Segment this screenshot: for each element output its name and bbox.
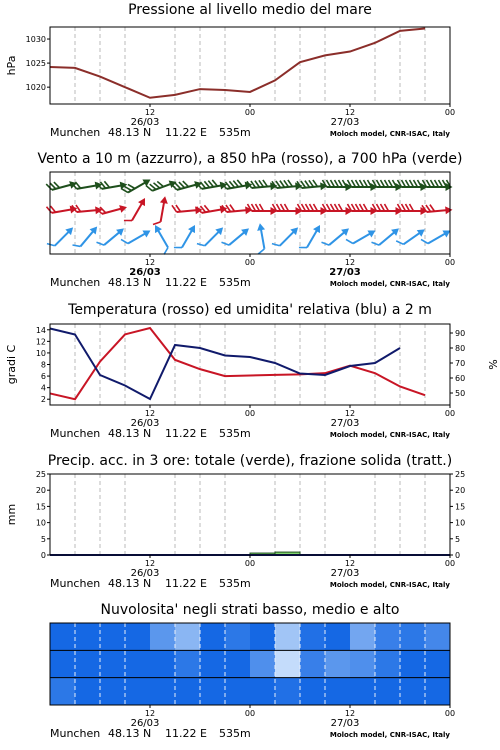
wind-barb	[396, 224, 427, 250]
wind-feather	[335, 180, 339, 187]
y-tick-label: 25	[35, 470, 46, 479]
wind-feather	[331, 204, 335, 211]
y-tick-label: 10	[35, 518, 46, 528]
location-lon: 11.22 E	[165, 727, 207, 740]
cloud-cell	[225, 623, 251, 651]
cloud-cell	[225, 678, 251, 706]
panel-temp	[5, 302, 499, 440]
wind-barb	[372, 223, 402, 251]
cloud-cell	[300, 678, 326, 706]
wind-feather	[331, 180, 335, 187]
location-alt: 535m	[219, 427, 251, 440]
wind-feather	[197, 241, 205, 249]
panel-precip	[5, 453, 465, 590]
time-tick-label: 00	[244, 559, 256, 568]
cloud-cell	[350, 650, 376, 678]
wind-feather	[352, 204, 356, 211]
cloud-cell	[325, 650, 351, 678]
wind-shaft	[307, 228, 318, 247]
wind-barb	[97, 178, 128, 194]
cloud-cell	[375, 650, 401, 678]
credit-label: Moloch model, CNR-ISAC, Italy	[329, 581, 450, 589]
location-city: Munchen	[50, 276, 101, 289]
wind-barb	[197, 222, 226, 251]
wind-feather	[377, 204, 381, 211]
cloud-cell	[275, 623, 301, 651]
wind-feather	[258, 249, 266, 254]
cloud-cell	[175, 623, 201, 651]
wind-feather	[310, 204, 314, 211]
wind-feather	[302, 204, 306, 211]
time-tick-label: 12	[144, 559, 156, 568]
y-tick-label: 1030	[25, 35, 46, 45]
location-lon: 11.22 E	[165, 126, 207, 139]
wind-shaft	[353, 233, 372, 244]
wind-barb	[272, 222, 301, 251]
y-tick-label: 4	[40, 383, 46, 393]
wind-shaft	[403, 232, 421, 245]
wind-feather	[360, 180, 364, 187]
location-city: Munchen	[50, 727, 101, 740]
wind-feather	[72, 242, 80, 250]
wind-barb	[253, 223, 269, 254]
cloud-cell	[200, 623, 226, 651]
location-lat: 48.13 N	[108, 427, 152, 440]
date-label: 26/03	[129, 267, 161, 278]
wind-shaft	[128, 233, 147, 244]
wind-feather	[389, 180, 393, 187]
wind-feather	[335, 204, 339, 211]
location-alt: 535m	[219, 577, 251, 590]
cloud-cell	[100, 623, 126, 651]
wind-feather	[47, 241, 55, 249]
wind-feather	[277, 204, 281, 211]
panel-wind	[37, 151, 462, 289]
wind-barb	[247, 179, 278, 193]
wind-barb	[422, 203, 453, 217]
wind-shaft	[182, 228, 193, 247]
wind-feather	[385, 180, 389, 187]
wind-barb	[421, 224, 452, 249]
time-tick-label: 12	[144, 409, 156, 418]
wind-feather	[414, 180, 418, 187]
location-lat: 48.13 N	[108, 126, 152, 139]
wind-feather	[402, 204, 406, 211]
wind-barb	[121, 224, 152, 249]
wind-feather	[364, 180, 368, 187]
cloud-cell	[100, 678, 126, 706]
location-city: Munchen	[50, 577, 101, 590]
time-tick-label: 12	[344, 709, 356, 718]
cloud-cell	[200, 650, 226, 678]
wind-feather	[153, 221, 161, 226]
y-right-tick-label: 15	[455, 502, 466, 512]
wind-shaft	[205, 230, 221, 246]
wind-feather	[360, 204, 364, 211]
wind-feather	[356, 204, 360, 211]
wind-barb	[222, 223, 252, 251]
wind-feather	[402, 180, 406, 187]
location-city: Munchen	[50, 126, 101, 139]
wind-shaft	[104, 231, 121, 245]
time-tick-label: 00	[444, 559, 456, 568]
wind-feather	[314, 204, 318, 211]
cloud-cell	[100, 650, 126, 678]
cloud-cell	[50, 623, 76, 651]
time-tick-label: 00	[244, 108, 256, 117]
cloud-cell	[75, 678, 101, 706]
pressure-line	[50, 28, 425, 97]
wind-feather	[322, 240, 330, 248]
y-tick-label: 15	[35, 502, 46, 512]
wind-barb	[149, 223, 174, 254]
y-axis-label: mm	[5, 503, 18, 526]
y-right-tick-label: 20	[455, 486, 466, 496]
wind-shaft	[55, 230, 71, 246]
y-tick-label: 12	[35, 337, 46, 347]
wind-barb	[124, 195, 149, 226]
wind-arrowhead	[188, 223, 198, 233]
wind-shaft	[428, 233, 447, 244]
date-label: 26/03	[130, 568, 160, 579]
cloud-cell	[50, 650, 76, 678]
wind-barb	[121, 173, 152, 198]
wind-arrowhead	[142, 227, 152, 237]
cloud-cell	[250, 678, 276, 706]
time-tick-label: 00	[444, 258, 456, 267]
wind-arrowhead	[256, 223, 265, 231]
cloud-cell	[300, 623, 326, 651]
wind-barb	[174, 222, 199, 253]
wind-barb	[47, 202, 78, 218]
cloud-cell	[325, 678, 351, 706]
wind-feather	[281, 204, 285, 211]
cloud-cell	[125, 650, 151, 678]
cloud-cell	[375, 678, 401, 706]
cloud-cell	[150, 678, 176, 706]
cloud-cell	[350, 678, 376, 706]
y-right-tick-label: 25	[455, 470, 466, 479]
panel-title: Precip. acc. in 3 ore: totale (verde), frazione solida (tratt.)	[47, 453, 453, 469]
wind-feather	[410, 204, 414, 211]
wind-feather	[121, 237, 128, 245]
wind-arrowhead	[442, 227, 452, 237]
y-right-tick-label: 0	[455, 551, 461, 560]
wind-arrowhead	[160, 196, 169, 204]
cloud-cell	[50, 678, 76, 706]
wind-feather	[356, 180, 360, 187]
panel-title: Pressione al livello medio del mare	[128, 2, 372, 18]
wind-feather	[327, 204, 331, 211]
wind-barb	[47, 222, 76, 251]
time-tick-label: 12	[344, 108, 356, 117]
wind-barb	[222, 178, 253, 194]
cloud-cell	[325, 623, 351, 651]
y-tick-label: 5	[40, 534, 46, 544]
cloud-cell	[125, 678, 151, 706]
y-tick-label: 20	[35, 486, 46, 496]
cloud-cell	[150, 650, 176, 678]
wind-shaft	[80, 230, 94, 247]
y-right-tick-label: 90	[455, 329, 466, 338]
panel-cloud	[50, 602, 455, 740]
cloud-cell	[400, 678, 426, 706]
time-tick-label: 00	[444, 108, 456, 117]
y-right-tick-label: 10	[455, 518, 466, 528]
cloud-cell	[300, 650, 326, 678]
cloud-cell	[250, 623, 276, 651]
wind-shaft	[229, 231, 246, 245]
wind-barb	[97, 223, 127, 251]
y-right-tick-label: 80	[455, 344, 466, 353]
wind-feather	[252, 204, 256, 211]
wind-shaft	[132, 201, 143, 220]
wind-feather	[285, 204, 289, 211]
wind-feather	[162, 248, 170, 255]
wind-feather	[431, 180, 435, 187]
credit-label: Moloch model, CNR-ISAC, Italy	[329, 431, 450, 439]
wind-feather	[260, 204, 264, 211]
panel-title: Nuvolosita' negli strati basso, medio e alto	[100, 602, 400, 618]
y-axis-label: gradi C	[5, 344, 18, 385]
plot-border	[50, 324, 450, 405]
credit-label: Moloch model, CNR-ISAC, Italy	[329, 731, 450, 739]
location-alt: 535m	[219, 126, 251, 139]
date-label: 27/03	[330, 418, 360, 429]
date-label: 27/03	[330, 718, 360, 729]
wind-barb	[72, 222, 100, 252]
y-tick-label: 10	[35, 348, 46, 358]
wind-feather	[372, 240, 380, 248]
wind-arrowhead	[445, 206, 453, 215]
cloud-cell	[425, 678, 451, 706]
cloud-cell	[275, 678, 301, 706]
y-tick-label: 14	[35, 325, 46, 335]
plot-border	[50, 474, 450, 555]
cloud-cell	[350, 623, 376, 651]
wind-feather	[406, 180, 410, 187]
cloud-cell	[250, 650, 276, 678]
location-city: Munchen	[50, 427, 101, 440]
wind-shaft	[261, 227, 265, 249]
wind-feather	[427, 180, 431, 187]
time-tick-label: 12	[344, 409, 356, 418]
y-right-tick-label: 70	[455, 359, 466, 368]
date-label: 27/03	[329, 267, 361, 278]
time-tick-label: 12	[144, 108, 156, 117]
location-lat: 48.13 N	[108, 727, 152, 740]
wind-barb	[299, 222, 324, 253]
wind-feather	[346, 237, 353, 245]
cloud-cell	[75, 623, 101, 651]
time-tick-label: 00	[444, 709, 456, 718]
panel-title: Vento a 10 m (azzurro), a 850 hPa (rosso), a 700 hPa (verde)	[37, 151, 463, 167]
wind-barb	[153, 195, 169, 226]
y-tick-label: 1020	[25, 83, 46, 93]
cloud-cell	[200, 678, 226, 706]
wind-feather	[352, 180, 356, 187]
wind-feather	[439, 180, 443, 187]
location-alt: 535m	[219, 276, 251, 289]
time-tick-label: 00	[444, 409, 456, 418]
cloud-cell	[375, 623, 401, 651]
wind-barb	[322, 223, 352, 251]
wind-arrowhead	[138, 196, 148, 206]
wind-shaft	[379, 231, 396, 245]
wind-feather	[381, 180, 385, 187]
wind-feather	[339, 204, 343, 211]
location-lat: 48.13 N	[108, 276, 152, 289]
cloud-cell	[425, 623, 451, 651]
panel-title: Temperatura (rosso) ed umidita' relativa (blu) a 2 m	[68, 302, 432, 318]
wind-shaft	[329, 231, 346, 245]
cloud-cell	[175, 678, 201, 706]
wind-feather	[381, 204, 385, 211]
wind-feather	[256, 204, 260, 211]
location-lat: 48.13 N	[108, 577, 152, 590]
cloud-cell	[125, 623, 151, 651]
y-tick-label: 0	[40, 551, 46, 560]
time-tick-label: 12	[344, 559, 356, 568]
wind-feather	[339, 180, 343, 187]
y-tick-label: 2	[40, 395, 46, 405]
wind-feather	[406, 204, 410, 211]
cloud-cell	[400, 650, 426, 678]
wind-arrowhead	[313, 223, 323, 233]
date-label: 27/03	[330, 568, 360, 579]
cloud-cell	[175, 650, 201, 678]
cloud-cell	[75, 650, 101, 678]
cloud-cell	[225, 650, 251, 678]
cloud-cell	[425, 650, 451, 678]
wind-feather	[327, 180, 331, 187]
cloud-cell	[275, 650, 301, 678]
time-tick-label: 00	[244, 409, 256, 418]
time-tick-label: 12	[144, 709, 156, 718]
wind-feather	[421, 237, 428, 245]
time-tick-label: 12	[144, 258, 156, 267]
y-tick-label: 8	[40, 360, 46, 370]
time-tick-label: 12	[344, 258, 356, 267]
date-label: 26/03	[130, 418, 160, 429]
location-lon: 11.22 E	[165, 577, 207, 590]
wind-barb	[346, 224, 377, 249]
date-label: 26/03	[130, 117, 160, 128]
y-tick-label: 1025	[25, 59, 46, 69]
y-axis-label: hPa	[5, 55, 18, 76]
wind-feather	[410, 180, 414, 187]
y-tick-label: 6	[40, 372, 46, 382]
location-lon: 11.22 E	[165, 427, 207, 440]
date-label: 26/03	[130, 718, 160, 729]
time-tick-label: 00	[244, 709, 256, 718]
wind-shaft	[157, 228, 168, 247]
credit-label: Moloch model, CNR-ISAC, Italy	[329, 280, 450, 288]
y-right-tick-label: 60	[455, 374, 466, 383]
wind-feather	[306, 204, 310, 211]
wind-arrowhead	[367, 227, 377, 237]
wind-arrowhead	[119, 203, 128, 213]
wind-feather	[435, 180, 439, 187]
wind-barb	[423, 180, 453, 191]
wind-feather	[385, 204, 389, 211]
credit-label: Moloch model, CNR-ISAC, Italy	[329, 130, 450, 138]
wind-feather	[272, 241, 280, 249]
wind-feather	[377, 180, 381, 187]
cloud-cell	[400, 623, 426, 651]
wind-feather	[364, 204, 368, 211]
wind-feather	[97, 240, 105, 248]
cloud-cell	[150, 623, 176, 651]
y-right-tick-label: 5	[455, 534, 461, 544]
panel-pressure	[5, 2, 455, 139]
wind-shaft	[280, 230, 296, 246]
time-tick-label: 00	[244, 258, 256, 267]
y-right-axis-label: %	[486, 359, 499, 370]
wind-shaft	[161, 200, 165, 222]
location-lon: 11.22 E	[165, 276, 207, 289]
date-label: 27/03	[330, 117, 360, 128]
wind-feather	[222, 240, 230, 248]
y-right-tick-label: 50	[455, 389, 466, 398]
location-alt: 535m	[219, 727, 251, 740]
